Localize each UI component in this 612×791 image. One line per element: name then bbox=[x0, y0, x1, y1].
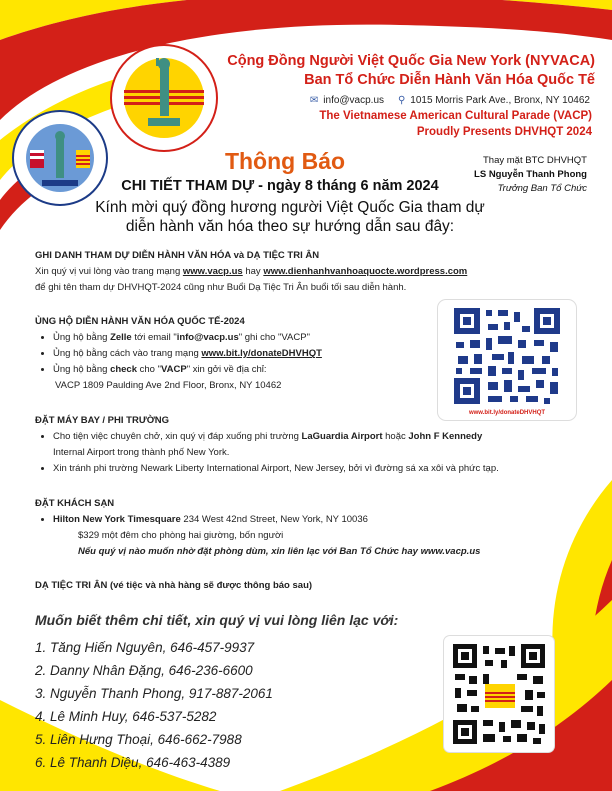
contact-row bbox=[280, 95, 590, 106]
contact-qr-code[interactable] bbox=[444, 636, 554, 752]
registration-line2: để ghi tên tham dự DHVHQT-2024 cũng như Buổi Dạ Tiệc Tri Ân buổi tối sau diễn hành. bbox=[35, 282, 407, 293]
donate-link[interactable]: www.bit.ly/donateDHVHQT bbox=[201, 348, 322, 359]
contact-item: 1. Tăng Hiến Nguyên, 646-457-9937 bbox=[35, 640, 255, 655]
email-text[interactable]: info@vacp.us bbox=[323, 95, 385, 106]
contact-item: 3. Nguyễn Thanh Phong, 917-887-2061 bbox=[35, 686, 273, 701]
flight-item-1: • Cho tiện việc chuyên chở, xin quý vị đáp xuống phi trường LaGuardia Airport hoặc John F Kennedy Internal Airport trong thành phố New York. bbox=[53, 429, 595, 461]
invite-line1: Kính mời quý đồng hương người Việt Quốc Gia tham dự bbox=[95, 199, 485, 216]
org-name-line1: Cộng Đồng Người Việt Quốc Gia New York (NYVACA) bbox=[227, 53, 595, 69]
location-icon: ⚲ bbox=[397, 95, 406, 106]
signature-line1: Thay mặt BTC DHVHQT bbox=[483, 155, 587, 166]
donate-zelle-item: • Ủng hộ bằng Zelle tới email "info@vacp.us" ghi cho "VACP" bbox=[53, 330, 435, 346]
invitation-text bbox=[60, 198, 520, 236]
flight-heading: ĐẶT MÁY BAY / PHI TRƯỜNG bbox=[35, 415, 170, 426]
donate-check-item: • Ủng hộ bằng check cho "VACP" xin gởi về địa chỉ: bbox=[53, 362, 435, 378]
banquet-section bbox=[35, 578, 595, 594]
address-text: 1015 Morris Park Ave., Bronx, NY 10462 bbox=[410, 95, 590, 106]
flight-item-2: • Xin tránh phi trường Newark Liberty International Airport, New Jersey, bởi vì đường sá xa xôi và phức tạp. bbox=[53, 461, 595, 477]
donate-qr-code[interactable] bbox=[438, 300, 576, 420]
notice-title: Thông Báo bbox=[224, 148, 346, 174]
registration-section bbox=[35, 248, 595, 296]
contact-item: 4. Lê Minh Huy, 646-537-5282 bbox=[35, 709, 217, 724]
hotel-price: $329 một đêm cho phòng hai giường, bốn người bbox=[78, 530, 284, 541]
contact-item: 6. Lê Thanh Diệu, 646-463-4389 bbox=[35, 755, 231, 770]
org-name-line2: Ban Tổ Chức Diễn Hành Văn Hóa Quốc Tế bbox=[304, 72, 595, 88]
donate-heading: ỦNG HỘ DIỄN HÀNH VĂN HÓA QUỐC TẾ-2024 bbox=[35, 316, 245, 327]
vacp-logo bbox=[12, 110, 108, 206]
wordpress-link[interactable]: www.dienhanhvanhoaquocte.wordpress.com bbox=[263, 266, 468, 277]
donate-email[interactable]: info@vacp.us bbox=[176, 332, 239, 343]
hotel-item: • Hilton New York Timesquare 234 West 42nd Street, New York, NY 10036 bbox=[53, 512, 595, 528]
vacp-link[interactable]: www.vacp.us bbox=[182, 266, 243, 277]
vacp-line2: Proudly Presents DHVHQT 2024 bbox=[416, 126, 592, 138]
donate-check-address: VACP 1809 Paulding Ave 2nd Floor, Bronx, NY 10462 bbox=[55, 380, 282, 391]
nyvaca-logo bbox=[110, 44, 218, 152]
qr-code-icon bbox=[452, 306, 562, 406]
banquet-heading: DẠ TIỆC TRI ÂN (vé tiệc và nhà hàng sẽ được thông báo sau) bbox=[35, 580, 313, 591]
donate-web-item: • Ủng hộ bằng cách vào trang mạng www.bit.ly/donateDHVHQT bbox=[53, 346, 435, 362]
donate-section bbox=[35, 314, 435, 394]
vacp-line1: The Vietnamese American Cultural Parade (VACP) bbox=[319, 110, 592, 122]
contacts-title: Muốn biết thêm chi tiết, xin quý vị vui lòng liên lạc với: bbox=[35, 612, 399, 628]
signature-block bbox=[455, 154, 587, 196]
registration-line1: Xin quý vị vui lòng vào trang mạng www.vacp.us hay www.dienhanhvanhoaquocte.wordpress.com bbox=[35, 266, 468, 277]
contacts-list bbox=[35, 636, 273, 774]
email-icon: ✉ bbox=[309, 95, 319, 106]
flight-section bbox=[35, 413, 595, 477]
signature-title: Trưởng Ban Tổ Chức bbox=[497, 183, 587, 194]
hotel-note: Nếu quý vị nào muốn nhờ đặt phòng dùm, xin liên lạc với Ban Tổ Chức hay www.vacp.us bbox=[78, 546, 481, 557]
notice-subtitle: CHI TIẾT THAM DỰ - ngày 8 tháng 6 năm 2024 bbox=[121, 178, 439, 194]
qr-code-icon bbox=[451, 642, 547, 746]
contact-item: 5. Liên Hưng Thoại, 646-662-7988 bbox=[35, 732, 242, 747]
hotel-heading: ĐẶT KHÁCH SẠN bbox=[35, 498, 115, 509]
registration-heading: GHI DANH THAM DỰ DIỄN HÀNH VĂN HÓA và DẠ TIỆC TRI ÂN bbox=[35, 250, 320, 261]
invite-line2: diễn hành văn hóa theo sự hướng dẫn sau đây: bbox=[125, 218, 455, 235]
hotel-section bbox=[35, 496, 595, 560]
donate-qr-caption: www.bit.ly/donateDHVHQT bbox=[468, 410, 546, 416]
contact-item: 2. Danny Nhân Đặng, 646-236-6600 bbox=[35, 663, 253, 678]
signature-name: LS Nguyễn Thanh Phong bbox=[474, 169, 587, 180]
